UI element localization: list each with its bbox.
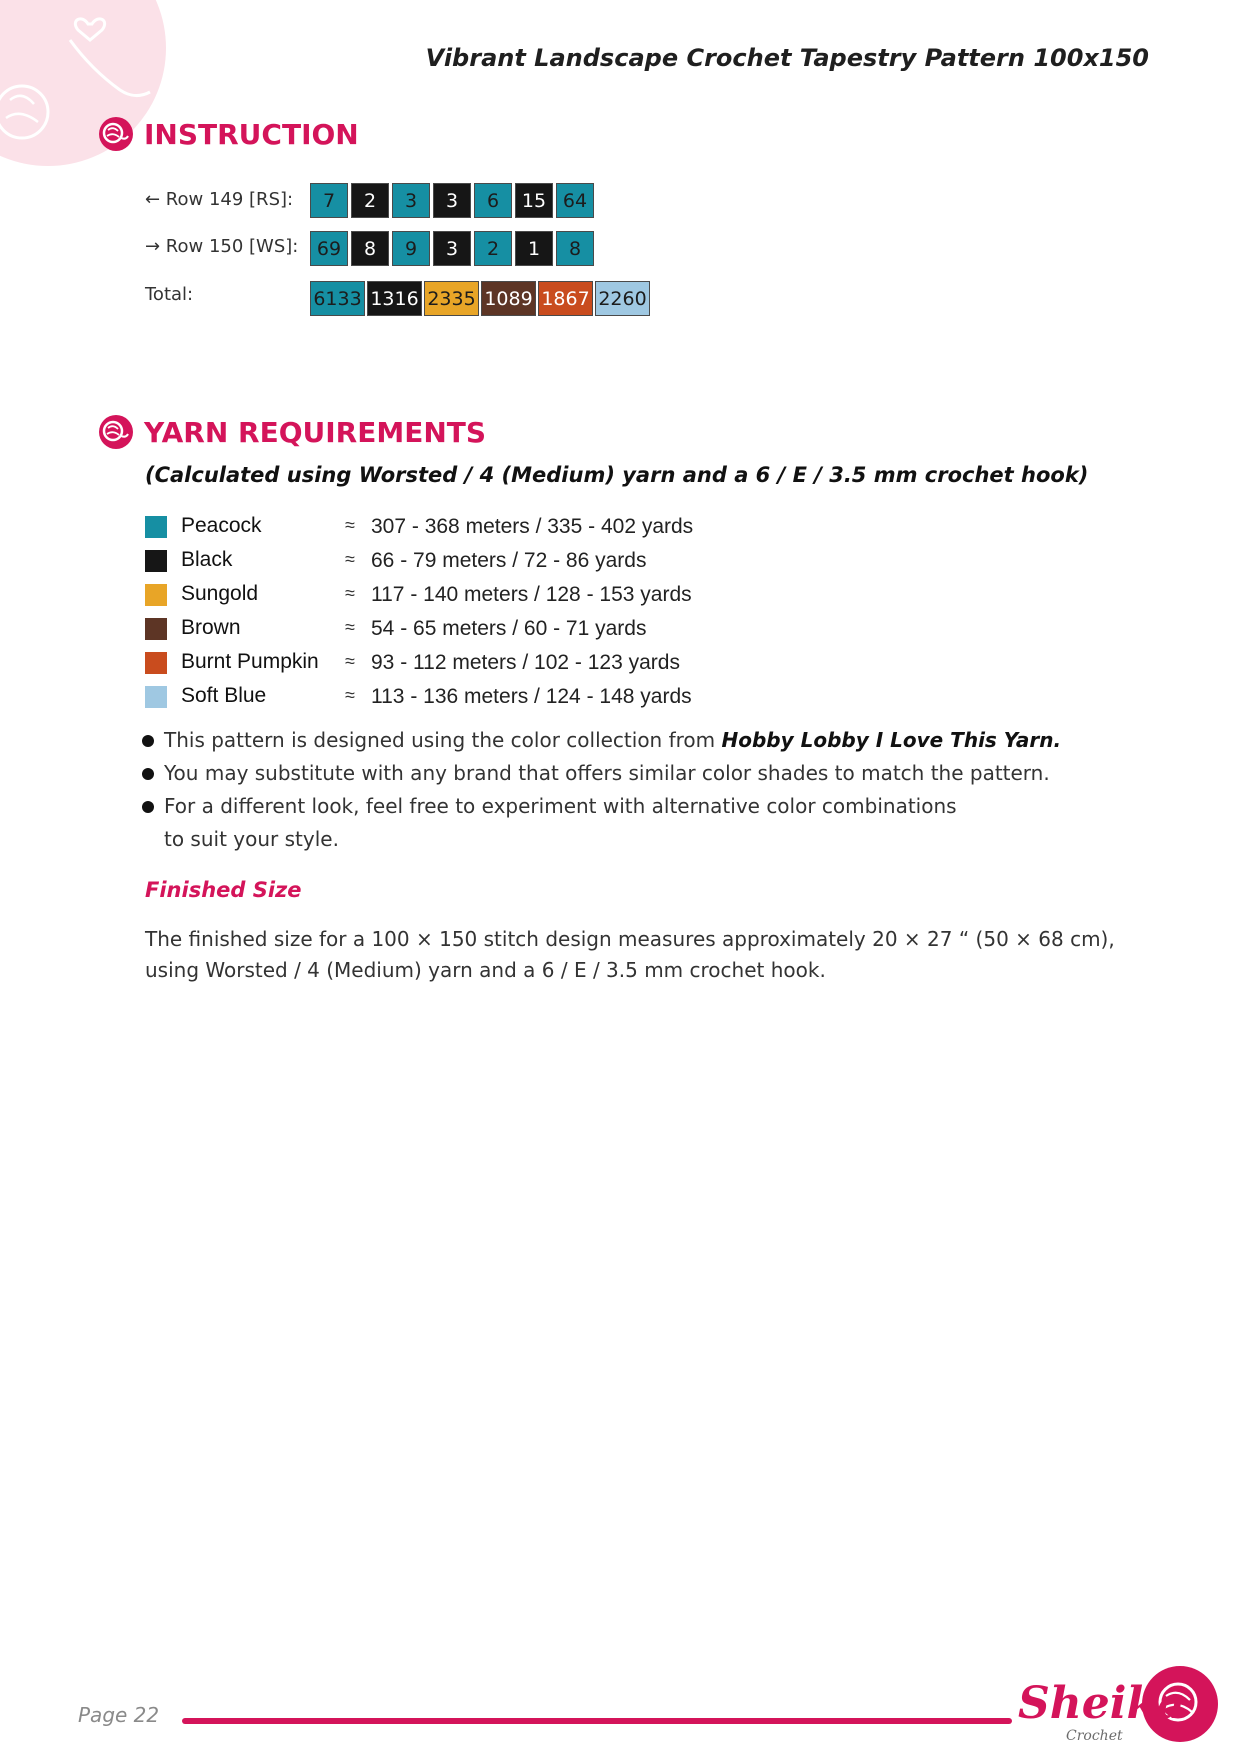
yarn-color-name: Black	[181, 548, 233, 571]
color-swatch	[145, 550, 167, 572]
finished-size-line-2: using Worsted / 4 (Medium) yarn and a 6 / E / 3.5 mm crochet hook.	[145, 958, 826, 982]
page-number: Page 22	[78, 1703, 160, 1727]
stitch-count-cell: 2	[474, 231, 512, 266]
yarn-calculation-note: (Calculated using Worsted / 4 (Medium) yarn and a 6 / E / 3.5 mm crochet hook)	[145, 463, 1089, 487]
stitch-count-cell: 6133	[310, 281, 365, 316]
bullet-dot-icon	[142, 735, 154, 747]
instruction-heading	[98, 116, 359, 152]
yarn-note-text: You may substitute with any brand that offers similar color shades to match the pattern.	[164, 761, 1050, 785]
yarn-item-black	[145, 550, 845, 584]
logo-subtitle: Crochet	[1066, 1728, 1123, 1744]
stitch-count-cell: 3	[433, 231, 471, 266]
yarn-amount: 66 - 79 meters / 72 - 86 yards	[371, 549, 647, 572]
yarn-badge-icon	[98, 414, 134, 450]
yarn-badge-icon	[98, 116, 134, 152]
row-150-stitch-cells	[310, 231, 594, 266]
yarn-note-text: This pattern is designed using the color collection from	[164, 728, 722, 752]
color-swatch	[145, 516, 167, 538]
stitch-count-cell: 64	[556, 183, 594, 218]
yarn-item-soft-blue	[145, 686, 845, 720]
yarn-item-brown	[145, 618, 845, 652]
finished-size-heading: Finished Size	[145, 878, 302, 902]
yarn-amount: 117 - 140 meters / 128 - 153 yards	[371, 583, 692, 606]
logo-wordmark: Sheika	[1018, 1678, 1186, 1729]
sheika-crochet-logo	[1010, 1656, 1225, 1746]
yarn-color-name: Soft Blue	[181, 684, 267, 707]
stitch-count-cell: 6	[474, 183, 512, 218]
stitch-count-cell: 3	[433, 183, 471, 218]
row-150-label: → Row 150 [WS]:	[145, 236, 299, 257]
yarn-note-item	[140, 757, 1140, 790]
stitch-count-cell: 1089	[481, 281, 536, 316]
yarn-requirements-heading	[98, 414, 486, 450]
bullet-dot-icon	[142, 768, 154, 780]
total-stitch-cells	[310, 281, 650, 316]
row-149-label: ← Row 149 [RS]:	[145, 189, 294, 210]
stitch-count-cell: 1316	[367, 281, 422, 316]
yarn-notes-list	[140, 724, 1140, 856]
stitch-count-cell: 1867	[538, 281, 593, 316]
yarn-color-name: Peacock	[181, 514, 262, 537]
stitch-count-cell: 69	[310, 231, 348, 266]
yarn-amount: 307 - 368 meters / 335 - 402 yards	[371, 515, 694, 538]
approx-symbol: ≈	[345, 583, 355, 603]
yarn-color-name: Sungold	[181, 582, 259, 605]
approx-symbol: ≈	[345, 515, 355, 535]
yarn-requirements-heading-label: YARN REQUIREMENTS	[144, 415, 487, 449]
yarn-amount: 54 - 65 meters / 60 - 71 yards	[371, 617, 647, 640]
yarn-amount: 113 - 136 meters / 124 - 148 yards	[371, 685, 692, 708]
yarn-color-name: Brown	[181, 616, 241, 639]
yarn-list	[145, 516, 845, 720]
stitch-count-cell: 9	[392, 231, 430, 266]
approx-symbol: ≈	[345, 617, 355, 637]
instruction-heading-label: INSTRUCTION	[144, 117, 359, 151]
yarn-item-sungold	[145, 584, 845, 618]
approx-symbol: ≈	[345, 685, 355, 705]
finished-size-text	[145, 924, 1145, 986]
bullet-dot-icon	[142, 801, 154, 813]
yarn-item-peacock	[145, 516, 845, 550]
yarn-brand-name: Hobby Lobby I Love This Yarn.	[721, 728, 1062, 752]
yarn-note-text: For a different look, feel free to experiment with alternative color combinations	[164, 794, 957, 818]
color-swatch	[145, 618, 167, 640]
yarn-color-name: Burnt Pumpkin	[181, 650, 319, 673]
color-swatch	[145, 652, 167, 674]
approx-symbol: ≈	[345, 651, 355, 671]
stitch-count-cell: 3	[392, 183, 430, 218]
stitch-count-cell: 2260	[595, 281, 650, 316]
yarn-note-item	[140, 724, 1140, 757]
finished-size-line-1: The finished size for a 100 × 150 stitch design measures approximately 20 × 27 “ (50 × 68 cm),	[145, 927, 1115, 951]
yarn-note-text-continued: to suit your style.	[164, 827, 339, 851]
stitch-count-cell: 7	[310, 183, 348, 218]
approx-symbol: ≈	[345, 549, 355, 569]
yarn-note-item	[140, 790, 1140, 856]
footer-divider	[182, 1718, 1012, 1724]
yarn-item-burnt-pumpkin	[145, 652, 845, 686]
stitch-count-cell: 1	[515, 231, 553, 266]
color-swatch	[145, 686, 167, 708]
yarn-amount: 93 - 112 meters / 102 - 123 yards	[371, 651, 680, 674]
total-label: Total:	[145, 284, 194, 305]
row-149-stitch-cells	[310, 183, 594, 218]
color-swatch	[145, 584, 167, 606]
stitch-count-cell: 8	[351, 231, 389, 266]
stitch-count-cell: 15	[515, 183, 553, 218]
document-title: Vibrant Landscape Crochet Tapestry Pattern 100x150	[425, 44, 1149, 72]
stitch-count-cell: 2335	[424, 281, 479, 316]
stitch-count-cell: 2	[351, 183, 389, 218]
stitch-count-cell: 8	[556, 231, 594, 266]
